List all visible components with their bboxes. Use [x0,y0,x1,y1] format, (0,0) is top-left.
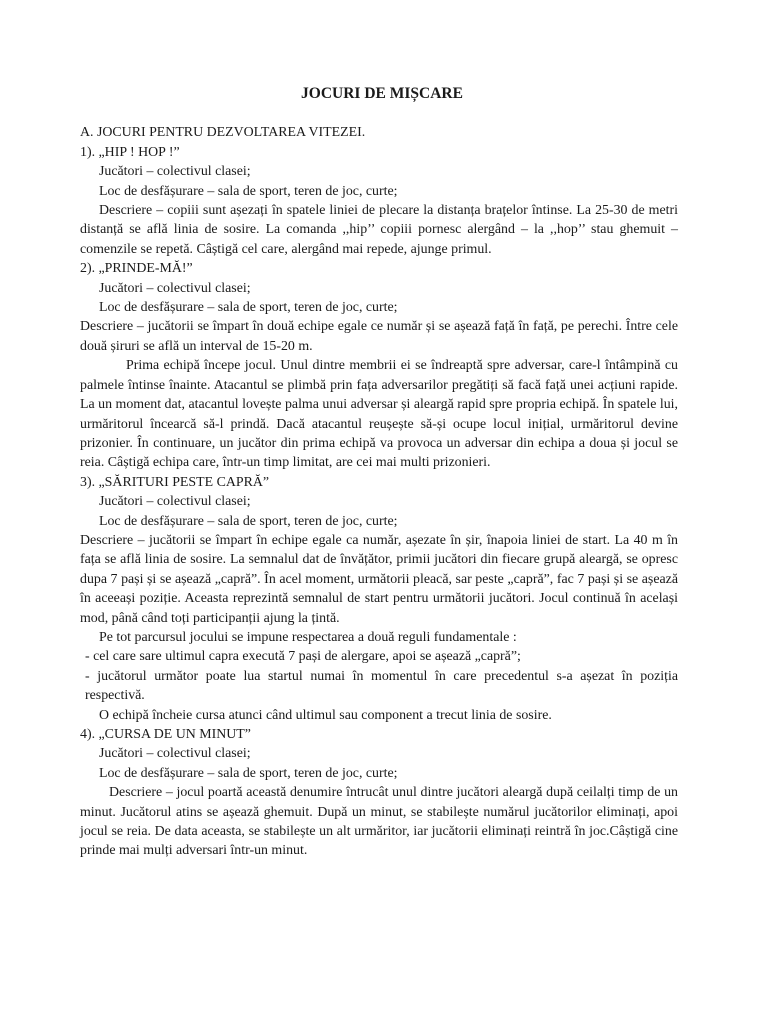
game-2-paragraph: Prima echipă începe jocul. Unul dintre membrii ei se îndreaptă spre adversar, care-l întâmpină cu palmele întinse înainte. Atacantul se plimbă prin fața adversarilor pregătiți să facă față unei acțiuni rapide. La un moment dat, atacantul lovește palma unui adversar și aleargă rapid spre propria echipă. În spatele lui, urmăritorul încearcă să-l prindă. Dacă atacantul reușește să-și ocupe locul inițial, urmăritorul devine prizonier. În continuare, un jucător din prima echipă va provoca un adversar din echipa a doua și jocul se reia. Câștigă echipa care, într-un timp limitat, are cei mai multi prizonieri. [80,358,678,471]
game-1-location: Loc de desfășurare – sala de sport, teren de joc, curte; [99,183,398,199]
game-3-rules-intro: Pe tot parcursul jocului se impune respectarea a două reguli fundamentale : [99,629,517,645]
game-2-heading: 2). „PRINDE-MĂ!” [80,261,193,277]
document-page [80,84,678,861]
document-title: JOCURI DE MIȘCARE [301,85,463,102]
game-3-rule-2: - jucătorul următor poate lua startul numai în momentul în care precedentul s-a așezat în poziția respectivă. [85,668,678,704]
game-4-description: Descriere – jocul poartă această denumire întrucât unul dintre jucători aleargă după ceilalți timp de un minut. Jucătorul atins se așează ghemuit. După un minut, se stabilește numărul jucătorilor eliminați, apoi jocul se reia. De data aceasta, se stabilește un alt urmăritor, iar jucătorii eliminați reintră în joc.Câștigă cine prinde mai mulți adversari într-un minut. [80,785,678,859]
game-1-players: Jucători – colectivul clasei; [99,164,251,180]
game-4-players: Jucători – colectivul clasei; [99,746,251,762]
game-3-players: Jucători – colectivul clasei; [99,494,251,510]
game-1-heading: 1). „HIP ! HOP !” [80,144,180,160]
game-3-heading: 3). „SĂRITURI PESTE CAPRĂ” [80,474,270,490]
game-3-description: Descriere – jucătorii se împart în echipe egale ca număr, așezate în șir, înapoia liniei de start. La 40 m în fața se află linia de sosire. La semnalul dat de învățător, primii jucători din fiecare grupă aleargă, se opresc dupa 7 pași și se așează „capră”. În acel moment, următorii pleacă, sar peste „capră”, fac 7 pași și se așează în aceeași poziție. Aceasta reprezintă semnalul de start pentru următorii jucători. Jocul continuă în același mod, până când toți participanții ajung la țintă. [80,532,678,626]
game-2-description: Descriere – jucătorii se împart în două echipe egale ce număr și se așează față în față, pe perechi. Între cele două șiruri se află un interval de 15-20 m. [80,319,678,354]
section-heading: A. JOCURI PENTRU DEZVOLTAREA VITEZEI. [80,125,366,141]
game-4-heading: 4). „CURSA DE UN MINUT” [80,727,251,742]
game-3-rule-1: - cel care sare ultimul capra execută 7 pași de alergare, apoi se așează „capră”; [85,649,521,665]
game-2-location: Loc de desfășurare – sala de sport, teren de joc, curte; [99,300,398,316]
game-3-location: Loc de desfășurare – sala de sport, teren de joc, curte; [99,513,398,529]
game-4-location: Loc de desfășurare – sala de sport, teren de joc, curte; [99,765,398,781]
game-3-ending: O echipă încheie cursa atunci când ultimul sau component a trecut linia de sosire. [99,707,552,723]
game-1-description: Descriere – copiii sunt așezați în spatele liniei de plecare la distanța brațelor întinse. La 25-30 de metri distanță se află linia de sosire. La comanda ,,hip’’ copiii pornesc alergând – la ,,hop’’ stau ghemuit – comenzile se repetă. Câștigă cel care, alergând mai repede, ajunge primul. [80,203,678,257]
game-2-players: Jucători – colectivul clasei; [99,280,251,296]
